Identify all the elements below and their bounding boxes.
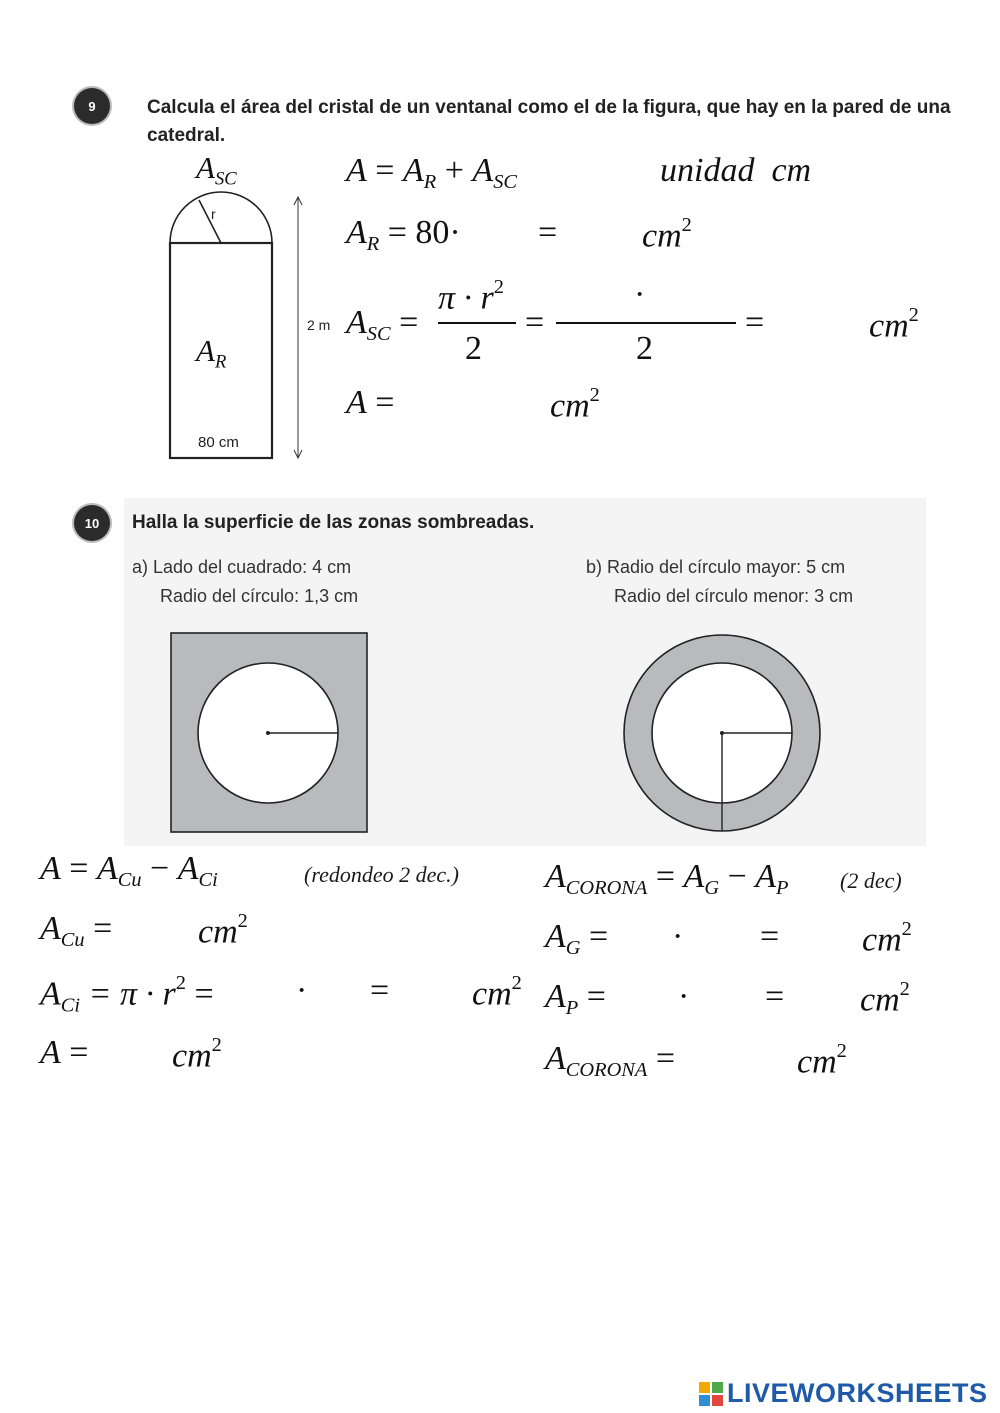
ex10b-line3-unit: $cm^2$ xyxy=(860,978,910,1019)
ex10a-line3-equals: = xyxy=(370,972,390,1009)
figure-a-square-circle xyxy=(170,632,370,834)
ex10a-line2-unit: $cm^2$ xyxy=(198,910,248,951)
ex10a-line3-unit: $cm^2$ xyxy=(472,972,522,1013)
label-asc: $A_{SC}$ xyxy=(196,150,237,190)
part-a-line1: a) Lado del cuadrado: 4 cm xyxy=(132,557,352,577)
ex10b-rounding-note: (2 dec) xyxy=(840,868,902,893)
part-a-data xyxy=(132,553,358,611)
ex9-line3-unit: $cm^2$ xyxy=(869,304,919,345)
ex10b-line3-dot: · xyxy=(678,978,690,1015)
ex10b-line1: $A_{CORONA} = A_G - A_P$ xyxy=(545,858,789,900)
window-figure xyxy=(150,150,350,470)
ex10b-line4: $A_{CORONA}$ = xyxy=(545,1040,676,1082)
exercise-9-badge xyxy=(74,88,110,124)
ex10a-rounding-note: (redondeo 2 dec.) xyxy=(304,862,459,887)
radius-line xyxy=(199,200,221,243)
ex9-fraction2-bar xyxy=(556,322,736,324)
ex10b-line3: $A_P$ = xyxy=(545,978,606,1020)
ex10b-line2: $A_G$ = xyxy=(545,918,609,960)
ex9-formula-line3-lhs: $A_{SC}$ = xyxy=(346,304,419,346)
ex9-fraction1-bar xyxy=(438,322,516,324)
ex9-unit-note: unidad cm xyxy=(660,152,812,189)
part-b-line2: Radio del círculo menor: 3 cm xyxy=(614,586,854,606)
center-point-b xyxy=(720,731,724,735)
ex10b-line2-dot: · xyxy=(672,918,684,955)
exercise-9-instruction: Calcula el área del cristal de un ventanal como el de la figura, que hay en la pared de una catedral. xyxy=(147,97,951,146)
ex10a-line4-unit: $cm^2$ xyxy=(172,1034,222,1075)
label-ar: $A_R$ xyxy=(196,333,227,373)
part-a-line2: Radio del círculo: 1,3 cm xyxy=(160,586,359,606)
ex10b-line4-unit: $cm^2$ xyxy=(797,1040,847,1081)
ex9-formula-line4: A = xyxy=(346,384,395,421)
ex9-fraction1-denominator: 2 xyxy=(465,330,482,367)
exercise-10-instruction: Halla la superficie de las zonas sombreadas. xyxy=(132,512,535,533)
ex10b-line2-equals: = xyxy=(760,918,780,955)
label-width: 80 cm xyxy=(198,434,239,451)
center-point-a xyxy=(266,731,270,735)
ex10a-line2: $A_{Cu}$ = xyxy=(40,910,113,952)
ex10a-line3-dot: · xyxy=(296,972,308,1009)
figure-b-ring xyxy=(622,632,824,834)
exercise-10-number: 10 xyxy=(84,515,100,531)
liveworksheets-logo-text: LIVEWORKSHEETS xyxy=(727,1378,988,1408)
ex9-line4-unit: $cm^2$ xyxy=(550,384,600,425)
ex10b-line3-equals: = xyxy=(765,978,785,1015)
liveworksheets-logo-icon xyxy=(698,1381,724,1407)
ex9-line3-equals2: = xyxy=(525,304,545,341)
label-r: r xyxy=(211,206,216,222)
ex10a-line4: A = xyxy=(40,1034,89,1071)
ex9-formula-line1: $A = A_R + A_{SC}$ xyxy=(346,152,517,194)
exercise-9-number: 9 xyxy=(88,98,96,114)
ex9-line3-equals3: = xyxy=(745,304,765,341)
semicircle-arc xyxy=(170,192,272,243)
ex10b-line2-unit: $cm^2$ xyxy=(862,918,912,959)
part-b-line1: b) Radio del círculo mayor: 5 cm xyxy=(586,557,846,577)
ex10a-line1: $A = A_{Cu} - A_{Ci}$ xyxy=(40,850,218,892)
ex9-fraction1-numerator: $\pi \cdot r^2$ xyxy=(438,276,504,317)
part-b-data xyxy=(586,553,853,611)
ex10a-line3: $A_{Ci} = \pi \cdot r^2$ = xyxy=(40,972,214,1017)
ex9-line2-unit: $cm^2$ xyxy=(642,214,692,255)
label-height: 2 m xyxy=(307,317,331,333)
ex9-fraction2-numerator: · xyxy=(634,276,646,313)
ex9-fraction2-denominator: 2 xyxy=(636,330,653,367)
ex9-formula-line2: $A_R = 80\cdot$ xyxy=(346,214,461,256)
liveworksheets-logo xyxy=(698,1378,988,1409)
exercise-10-badge xyxy=(74,505,110,541)
ex9-line2-equals: = xyxy=(538,214,558,251)
